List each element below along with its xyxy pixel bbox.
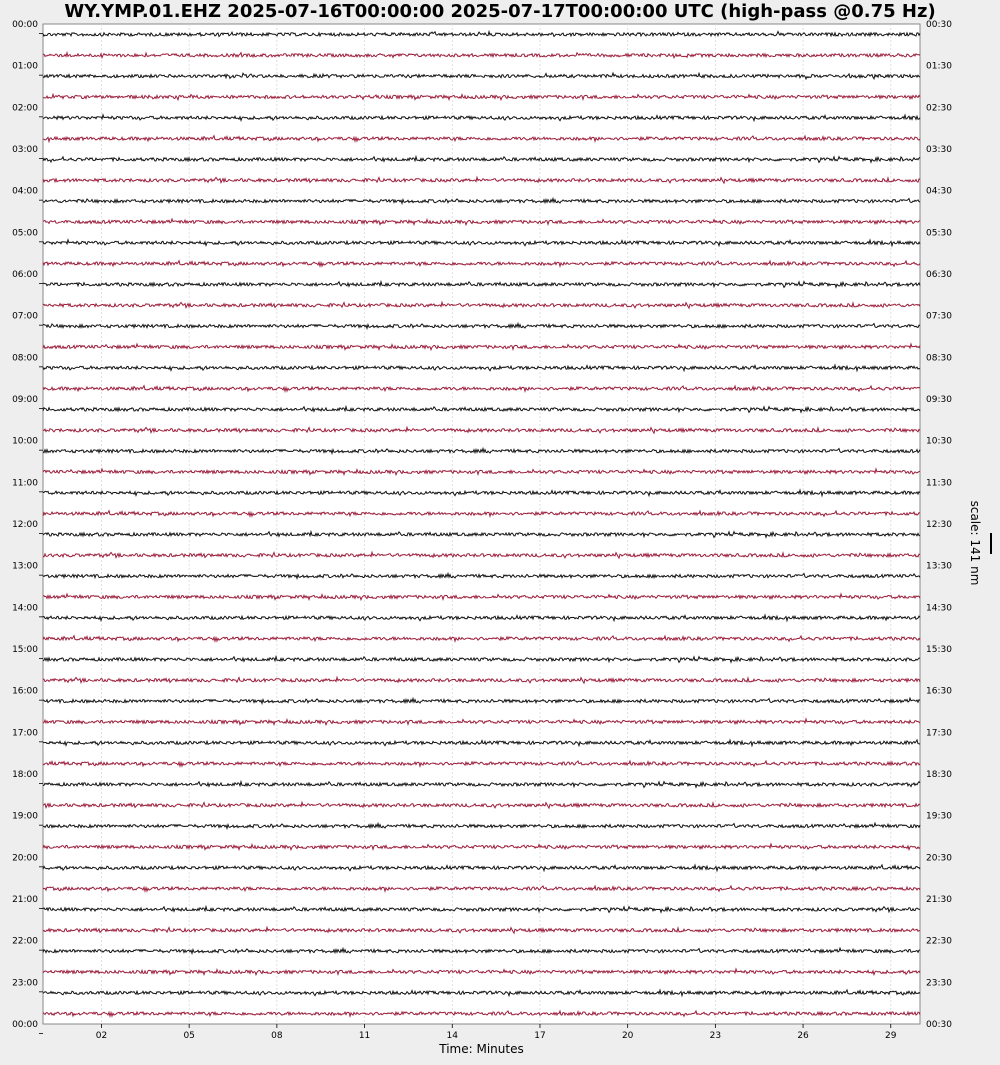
x-tick-label: 02 — [95, 1031, 108, 1041]
left-hour-label: 16:00 — [12, 686, 38, 697]
right-halfhour-label: 16:30 — [926, 686, 952, 697]
left-hour-label: 17:00 — [12, 728, 38, 739]
right-halfhour-label: 17:30 — [926, 728, 952, 739]
right-halfhour-label: 02:30 — [926, 103, 952, 114]
x-tick-label: 11 — [358, 1031, 371, 1041]
right-halfhour-label: 15:30 — [926, 645, 952, 655]
right-halfhour-label: 00:30 — [926, 1020, 952, 1030]
right-halfhour-label: 23:30 — [926, 978, 952, 989]
left-hour-label: 03:00 — [12, 145, 38, 155]
left-hour-label: 11:00 — [12, 478, 38, 489]
right-halfhour-label: 21:30 — [926, 895, 952, 905]
right-halfhour-label: 07:30 — [926, 311, 952, 322]
right-halfhour-label: 13:30 — [926, 561, 952, 572]
left-hour-label: 00:00 — [12, 20, 38, 30]
left-hour-label: 00:00 — [12, 1020, 38, 1030]
right-halfhour-labels — [926, 20, 952, 1030]
left-hour-label: 04:00 — [12, 186, 38, 197]
right-halfhour-label: 03:30 — [926, 145, 952, 155]
right-halfhour-label: 00:30 — [926, 20, 952, 30]
right-halfhour-label: 11:30 — [926, 478, 952, 489]
left-hour-label: 09:00 — [12, 395, 38, 405]
x-tick-label: 17 — [534, 1031, 546, 1041]
right-halfhour-label: 06:30 — [926, 270, 952, 280]
right-halfhour-label: 08:30 — [926, 353, 952, 364]
x-tick-label: 14 — [446, 1031, 458, 1041]
right-halfhour-label: 19:30 — [926, 811, 952, 822]
right-halfhour-label: 18:30 — [926, 770, 952, 780]
right-halfhour-label: 10:30 — [926, 436, 952, 447]
left-hour-label: 12:00 — [12, 520, 38, 530]
left-hour-label: 08:00 — [12, 353, 38, 364]
left-hour-label: 05:00 — [12, 228, 38, 239]
left-hour-label: 14:00 — [12, 603, 38, 614]
x-tick-label: 05 — [183, 1031, 195, 1041]
left-hour-label: 22:00 — [12, 936, 38, 947]
right-halfhour-label: 14:30 — [926, 603, 952, 614]
right-halfhour-label: 12:30 — [926, 520, 952, 530]
left-hour-label: 20:00 — [12, 853, 38, 864]
left-hour-label: 23:00 — [12, 978, 38, 989]
x-tick-label: 23 — [709, 1031, 722, 1041]
right-halfhour-label: 09:30 — [926, 395, 952, 405]
x-tick-label: 29 — [885, 1031, 897, 1041]
x-tick-label: 20 — [621, 1031, 634, 1041]
right-halfhour-label: 22:30 — [926, 936, 952, 947]
x-axis-ticks — [96, 1024, 897, 1041]
right-halfhour-label: 04:30 — [926, 186, 952, 197]
left-hour-label: 06:00 — [12, 270, 38, 280]
left-hour-label: 21:00 — [12, 895, 38, 905]
x-axis-label: Time: Minutes — [439, 1042, 524, 1056]
left-hour-label: 01:00 — [12, 61, 38, 72]
left-hour-label: 15:00 — [12, 645, 38, 655]
right-halfhour-label: 20:30 — [926, 853, 952, 864]
left-hour-labels — [12, 20, 43, 1034]
x-tick-label: 26 — [797, 1031, 809, 1041]
scale-label: scale: 141 nm — [968, 500, 982, 586]
left-hour-label: 18:00 — [12, 770, 38, 780]
plot-area — [43, 24, 920, 1024]
left-hour-label: 02:00 — [12, 103, 38, 114]
chart-title: WY.YMP.01.EHZ 2025-07-16T00:00:00 2025-07-17T00:00:00 UTC (high-pass @0.75 Hz) — [64, 1, 936, 22]
left-hour-label: 10:00 — [12, 436, 38, 447]
x-tick-label: 08 — [271, 1031, 283, 1041]
right-halfhour-label: 01:30 — [926, 61, 952, 72]
right-halfhour-label: 05:30 — [926, 228, 952, 239]
left-hour-label: 19:00 — [12, 811, 38, 822]
left-hour-label: 13:00 — [12, 561, 38, 572]
left-hour-label: 07:00 — [12, 311, 38, 322]
